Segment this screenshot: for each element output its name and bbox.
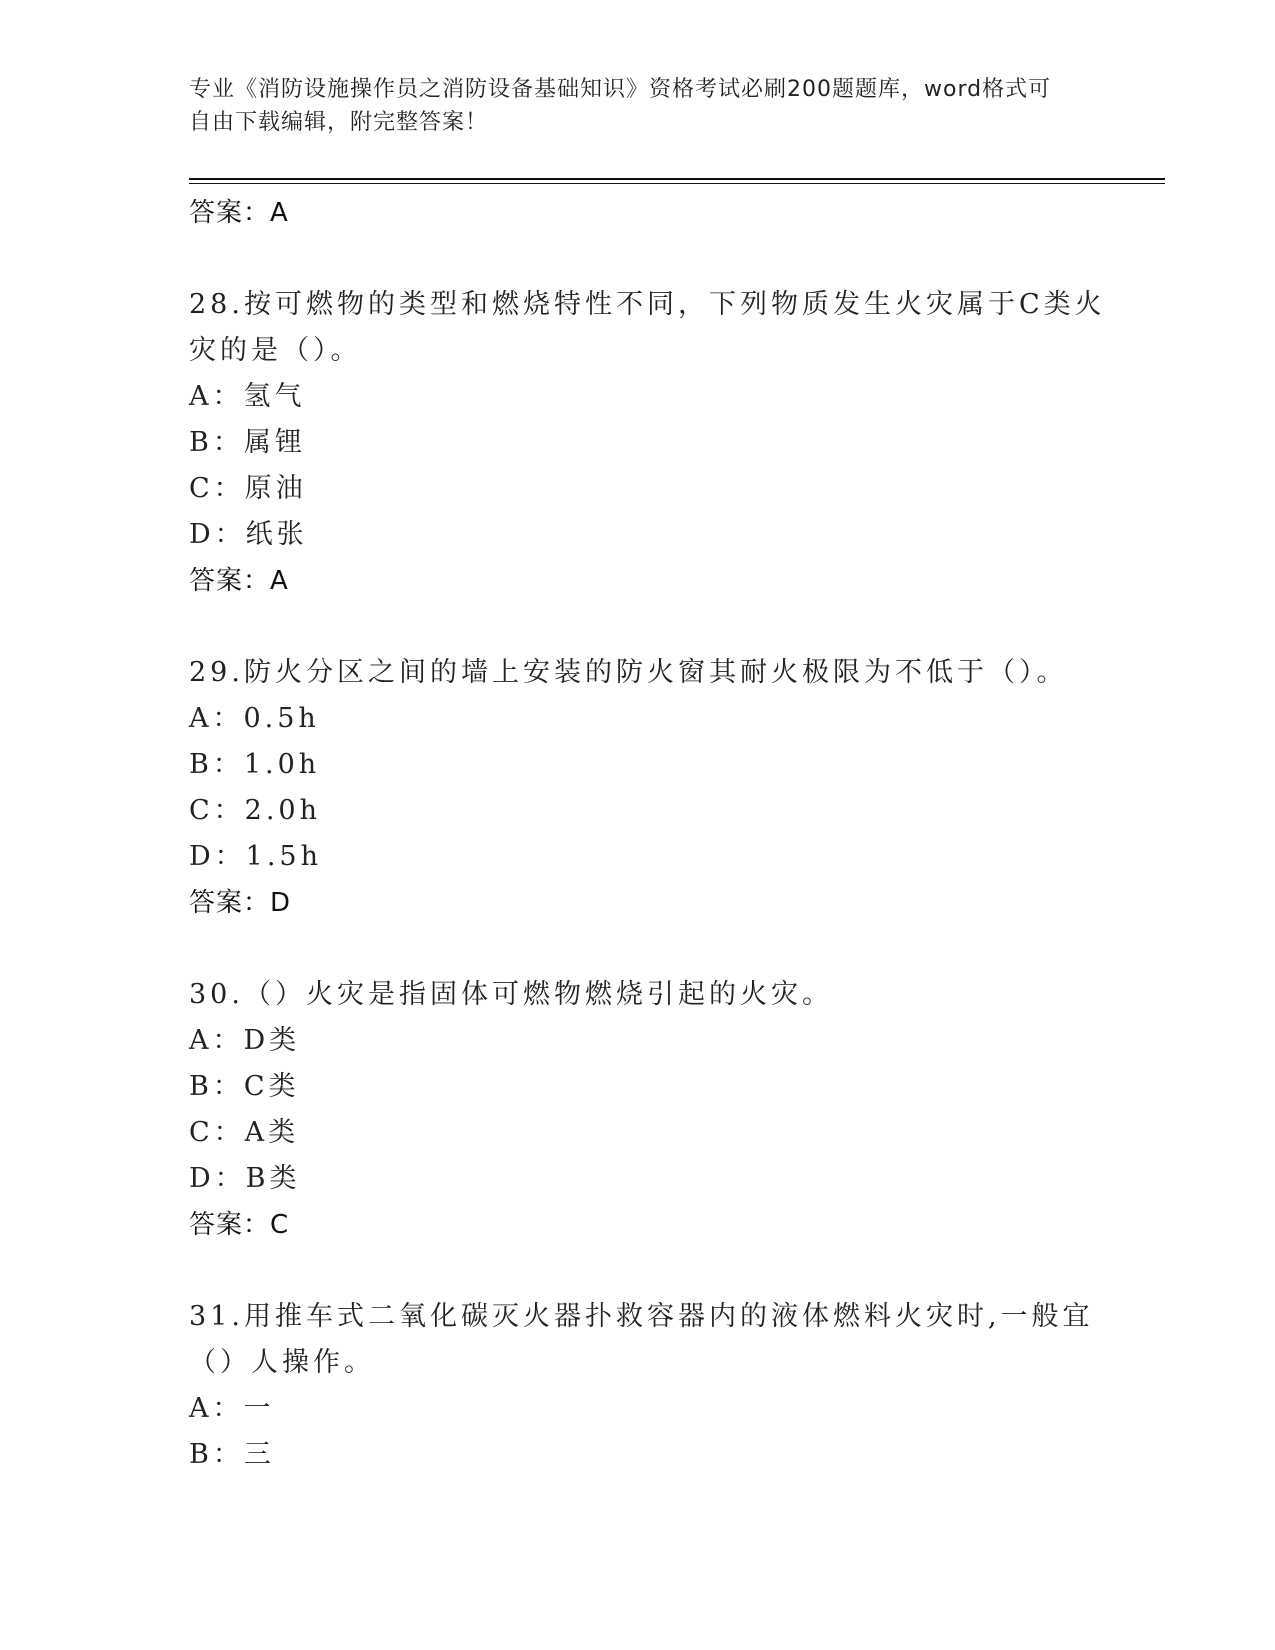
option-d: D：B类 <box>189 1163 301 1194</box>
option-a: A：一 <box>189 1393 275 1424</box>
option-c: C：原油 <box>189 473 307 504</box>
option-b: B：1.0h <box>189 749 321 780</box>
document-header: 专业《消防设施操作员之消防设备基础知识》资格考试必刷200题题库，word格式可自由下载编辑，附完整答案！ <box>189 77 1052 135</box>
option-b: B：三 <box>189 1439 275 1470</box>
option-d: D：1.5h <box>189 841 322 872</box>
question-stem-28: 28.按可燃物的类型和燃烧特性不同，下列物质发生火灾属于C类火灾的是（）。 <box>189 289 1106 366</box>
option-a: A：氢气 <box>189 381 306 412</box>
option-a: A：0.5h <box>189 703 320 734</box>
previous-answer: 答案：A <box>189 198 289 228</box>
option-d: D：纸张 <box>189 519 308 550</box>
question-stem-29: 29.防火分区之间的墙上安装的防火窗其耐火极限为不低于（）。 <box>189 657 1068 688</box>
header-divider-thin <box>189 183 1165 184</box>
option-c: C：2.0h <box>189 795 321 826</box>
answer-29: 答案：D <box>189 888 292 918</box>
option-b: B：属锂 <box>189 427 306 458</box>
answer-28: 答案：A <box>189 566 289 596</box>
question-stem-31: 31.用推车式二氧化碳灭火器扑救容器内的液体燃料火灾时,一般宜（）人操作。 <box>189 1301 1094 1378</box>
question-stem-30: 30.（）火灾是指固体可燃物燃烧引起的火灾。 <box>189 979 833 1010</box>
option-a: A：D类 <box>189 1025 301 1056</box>
option-c: C：A类 <box>189 1117 300 1148</box>
option-b: B：C类 <box>189 1071 300 1102</box>
question-list <box>189 190 1109 1478</box>
header-divider-thick <box>189 178 1165 180</box>
answer-30: 答案：C <box>189 1210 290 1240</box>
